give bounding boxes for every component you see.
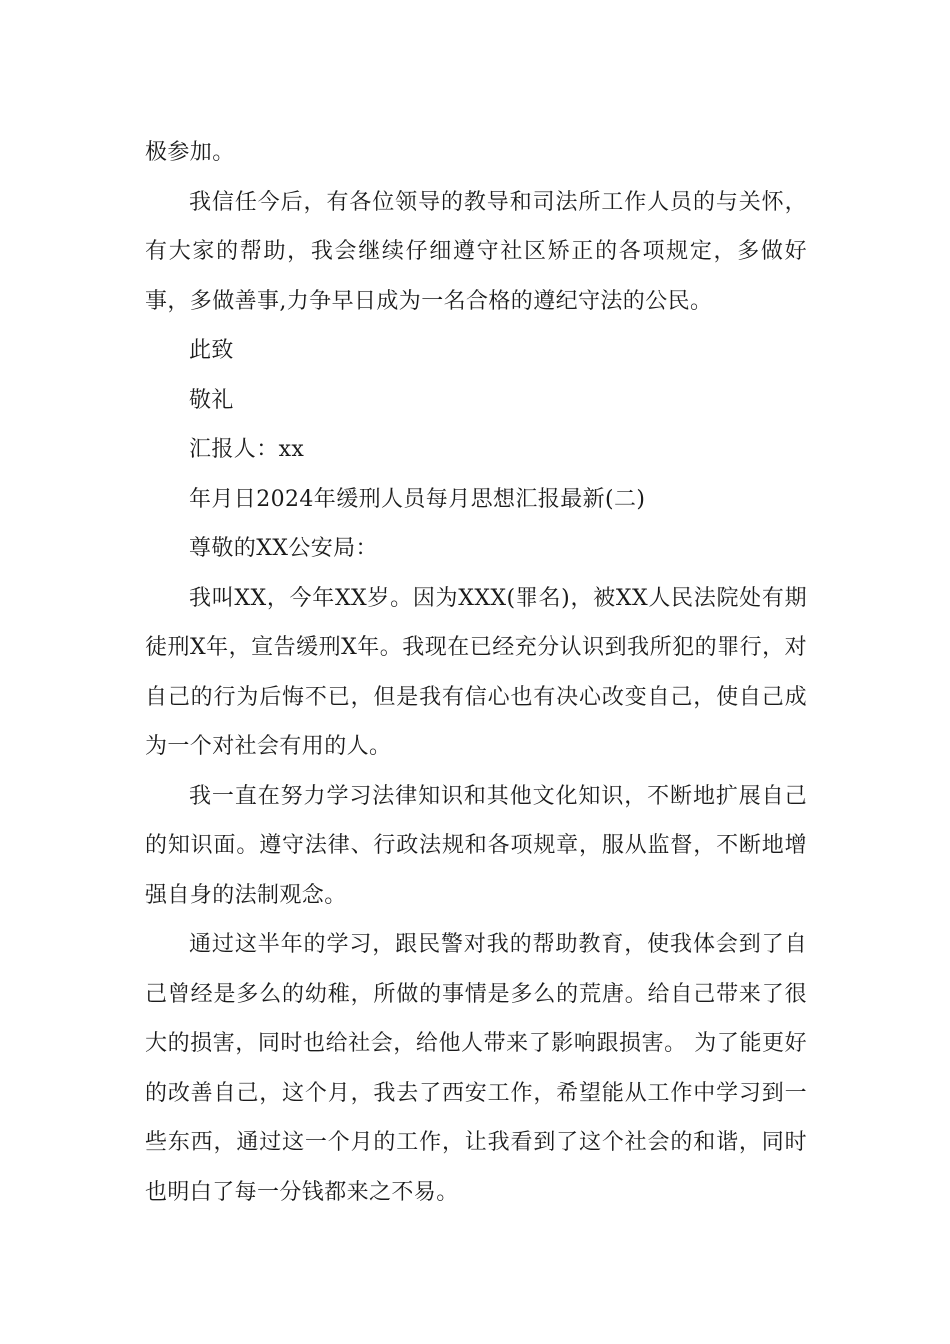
paragraph-closing-commitment: 我信任今后，有各位领导的教导和司法所工作人员的与关怀，有大家的帮助，我会继续仔细遵守社区矫正的各项规定，多做好事，多做善事,力争早日成为一名合格的遵纪守法的公民。 [145,189,807,314]
addressee-line: 尊敬的XX公安局： [189,536,378,561]
paragraph-introduction: 我叫XX，今年XX岁。因为XXX(罪名)，被XX人民法院处有期徒刑X年，宣告缓刑X年。我现在已经充分认识到我所犯的罪行，对自己的行为后悔不已，但是我有信心也有决心改变自己，使自己成为一个对社会有用的人。 [145,585,807,759]
reporter-signature: 汇报人：xx [189,437,305,462]
document-body [145,128,807,1217]
salutation-cizhi: 此致 [189,338,234,363]
date-and-section-title: 年月日2024年缓刑人员每月思想汇报最新(二) [189,486,646,512]
paragraph-continuation: 极参加。 [145,140,235,165]
salutation-jingli: 敬礼 [189,387,234,413]
paragraph-reflection: 通过这半年的学习，跟民警对我的帮助教育，使我体会到了自己曾经是多么的幼稚，所做的事情是多么的荒唐。给自己带来了很大的损害，同时也给社会，给他人带来了影响跟损害。 为了能更好的改善自己，这个月，我去了西安工作，希望能从工作中学习到一些东西，通过这一个月的工作，让我看到了这个社会的和谐，同时也明白了每一分钱都来之不易。 [145,932,807,1205]
paragraph-study: 我一直在努力学习法律知识和其他文化知识，不断地扩展自己的知识面。遵守法律、行政法规和各项规章，服从监督，不断地增强自身的法制观念。 [145,783,807,908]
